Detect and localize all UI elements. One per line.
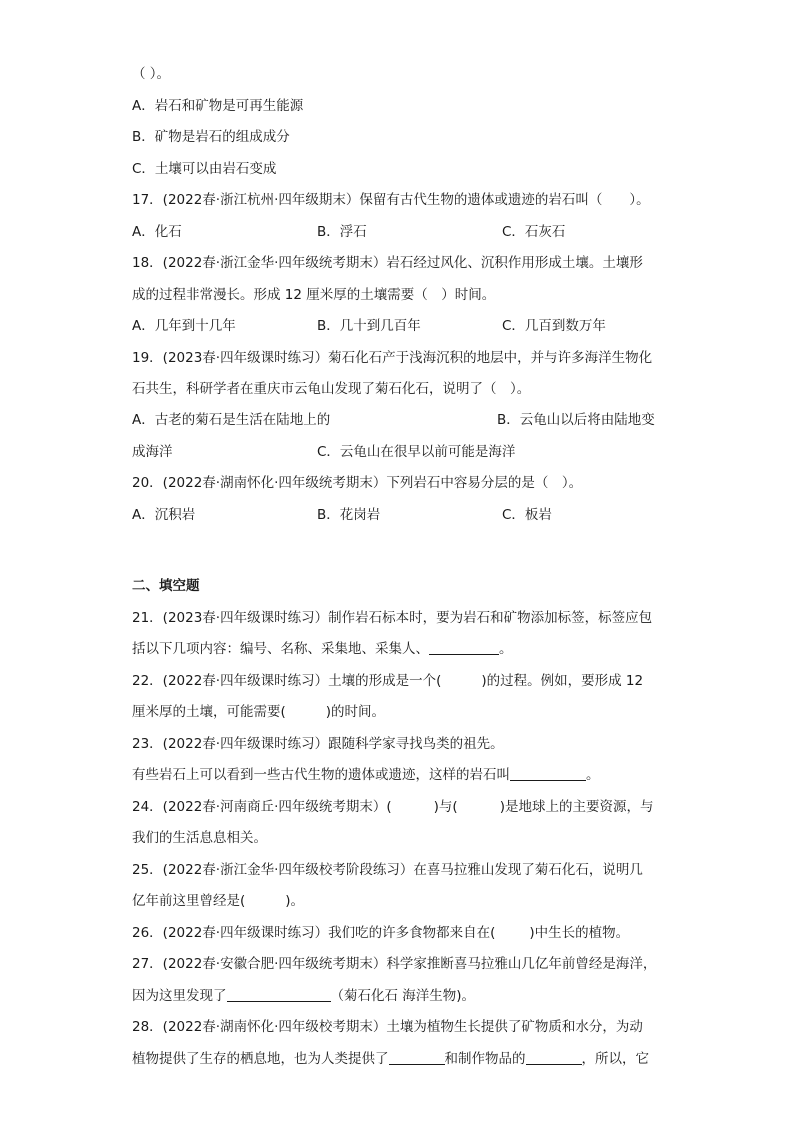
q22-line2-a: 厘米厚的土壤，可能需要(	[132, 704, 286, 720]
q25-line2-b: )。	[285, 893, 305, 909]
q16-option-b: B．矿物是岩石的组成成分	[132, 129, 290, 145]
q22-line2-b: )的时间。	[325, 704, 386, 720]
q21-line2-end: 。	[499, 641, 513, 657]
q23-line2-text: 有些岩石上可以看到一些古代生物的遗体或遗迹，这样的岩石叫	[132, 767, 510, 783]
q23-line2-end: 。	[586, 767, 600, 783]
q16-bracket: （ ）。	[132, 66, 171, 82]
q21-line2-text: 括以下几项内容：编号、名称、采集地、采集人、	[132, 641, 429, 657]
q18-option-b: B．几十到几百年	[317, 318, 421, 334]
q20-option-a: A．沉积岩	[132, 507, 196, 523]
q22-line2	[132, 702, 385, 722]
q28-line2-c: ，所以，它	[581, 1051, 649, 1067]
q16-option-c: C．土壤可以由岩石变成	[132, 161, 277, 177]
q23-line2	[132, 765, 600, 785]
q17-option-a: A．化石	[132, 224, 182, 240]
q18-stem-line1: 18．(2022春·浙江金华·四年级统考期末）岩石经过风化、沉积作用形成土壤。土壤形	[132, 255, 643, 271]
q20-option-b: B．花岗岩	[317, 507, 381, 523]
q19-option-c: C．云龟山在很早以前可能是海洋	[317, 444, 516, 460]
q25-line1: 25．(2022春·浙江金华·四年级校考阶段练习）在喜马拉雅山发现了菊石化石，说明几	[132, 862, 643, 878]
q21-answer-blank[interactable]	[429, 640, 499, 655]
q24-line1-c: )是地球上的主要资源，与	[499, 799, 654, 815]
q22-line1-a: 22．(2022春·四年级课时练习）土壤的形成是一个(	[132, 673, 442, 689]
q20-stem: 20．(2022春·湖南怀化·四年级统考期末）下列岩石中容易分层的是（ ）。	[132, 475, 583, 491]
q17-stem: 17．(2022春·浙江杭州·四年级期末）保留有古代生物的遗体或遗迹的岩石叫（ ）。	[132, 192, 650, 208]
q26-line1-b: )中生长的植物。	[529, 925, 630, 941]
q18-option-c: C．几百到数万年	[502, 318, 606, 334]
q28-line2-b: 和制作物品的	[444, 1051, 526, 1067]
q25-line2-a: 亿年前这里曾经是(	[132, 893, 246, 909]
q22-line1	[132, 671, 643, 691]
q24-line1	[132, 797, 653, 817]
q28-line2	[132, 1049, 649, 1069]
q21-line1: 21．(2023春·四年级课时练习）制作岩石标本时，要为岩石和矿物添加标签，标签应包	[132, 610, 653, 626]
q28-line1: 28．(2022春·湖南怀化·四年级校考期末）土壤为植物生长提供了矿物质和水分，为动	[132, 1019, 643, 1035]
q26-line1-a: 26．(2022春·四年级课时练习）我们吃的许多食物都来自在(	[132, 925, 496, 941]
section-title-fill-in: 二、填空题	[132, 578, 200, 594]
q27-line2	[132, 986, 475, 1006]
q25-line2	[132, 891, 304, 911]
q24-line1-b: )与(	[433, 799, 458, 815]
q16-option-a: A．岩石和矿物是可再生能源	[132, 98, 304, 114]
q27-line2-b: （菊石化石 海洋生物)。	[330, 988, 476, 1004]
q18-stem-line2: 成的过程非常漫长。形成 12 厘米厚的土壤需要（ ）时间。	[132, 287, 496, 303]
q19-stem-line2: 石共生，科研学者在重庆市云龟山发现了菊石化石，说明了（ ）。	[132, 381, 531, 397]
q23-answer-blank[interactable]	[510, 766, 586, 781]
q17-option-c: C．石灰石	[502, 224, 566, 240]
q22-line1-b: )的过程。例如，要形成 12	[481, 673, 644, 689]
q18-option-a: A．几年到十几年	[132, 318, 236, 334]
q17-option-b: B．浮石	[317, 224, 367, 240]
q19-option-b-line1: B．云龟山以后将由陆地变	[497, 412, 655, 428]
q20-option-c: C．板岩	[502, 507, 552, 523]
q19-option-b-line2: 成海洋	[132, 444, 173, 460]
q26-line1	[132, 923, 629, 943]
q23-line1: 23．(2022春·四年级课时练习）跟随科学家寻找鸟类的祖先。	[132, 736, 504, 752]
q27-line2-a: 因为这里发现了	[132, 988, 227, 1004]
q19-stem-line1: 19．(2023春·四年级课时练习）菊石化石产于浅海沉积的地层中，并与许多海洋生物化	[132, 350, 653, 366]
q24-line1-a: 24．(2022春·河南商丘·四年级统考期末）(	[132, 799, 392, 815]
q19-option-a: A．古老的菊石是生活在陆地上的	[132, 412, 331, 428]
q27-answer-blank[interactable]	[227, 987, 331, 1002]
q28-answer-blank-2[interactable]	[526, 1050, 582, 1065]
q28-line2-a: 植物提供了生存的栖息地，也为人类提供了	[132, 1051, 389, 1067]
q27-line1: 27．(2022春·安徽合肥·四年级统考期末）科学家推断喜马拉雅山几亿年前曾经是海洋，	[132, 956, 657, 972]
q24-line2: 我们的生活息息相关。	[132, 830, 267, 846]
q21-line2	[132, 639, 513, 659]
q28-answer-blank-1[interactable]	[389, 1050, 445, 1065]
